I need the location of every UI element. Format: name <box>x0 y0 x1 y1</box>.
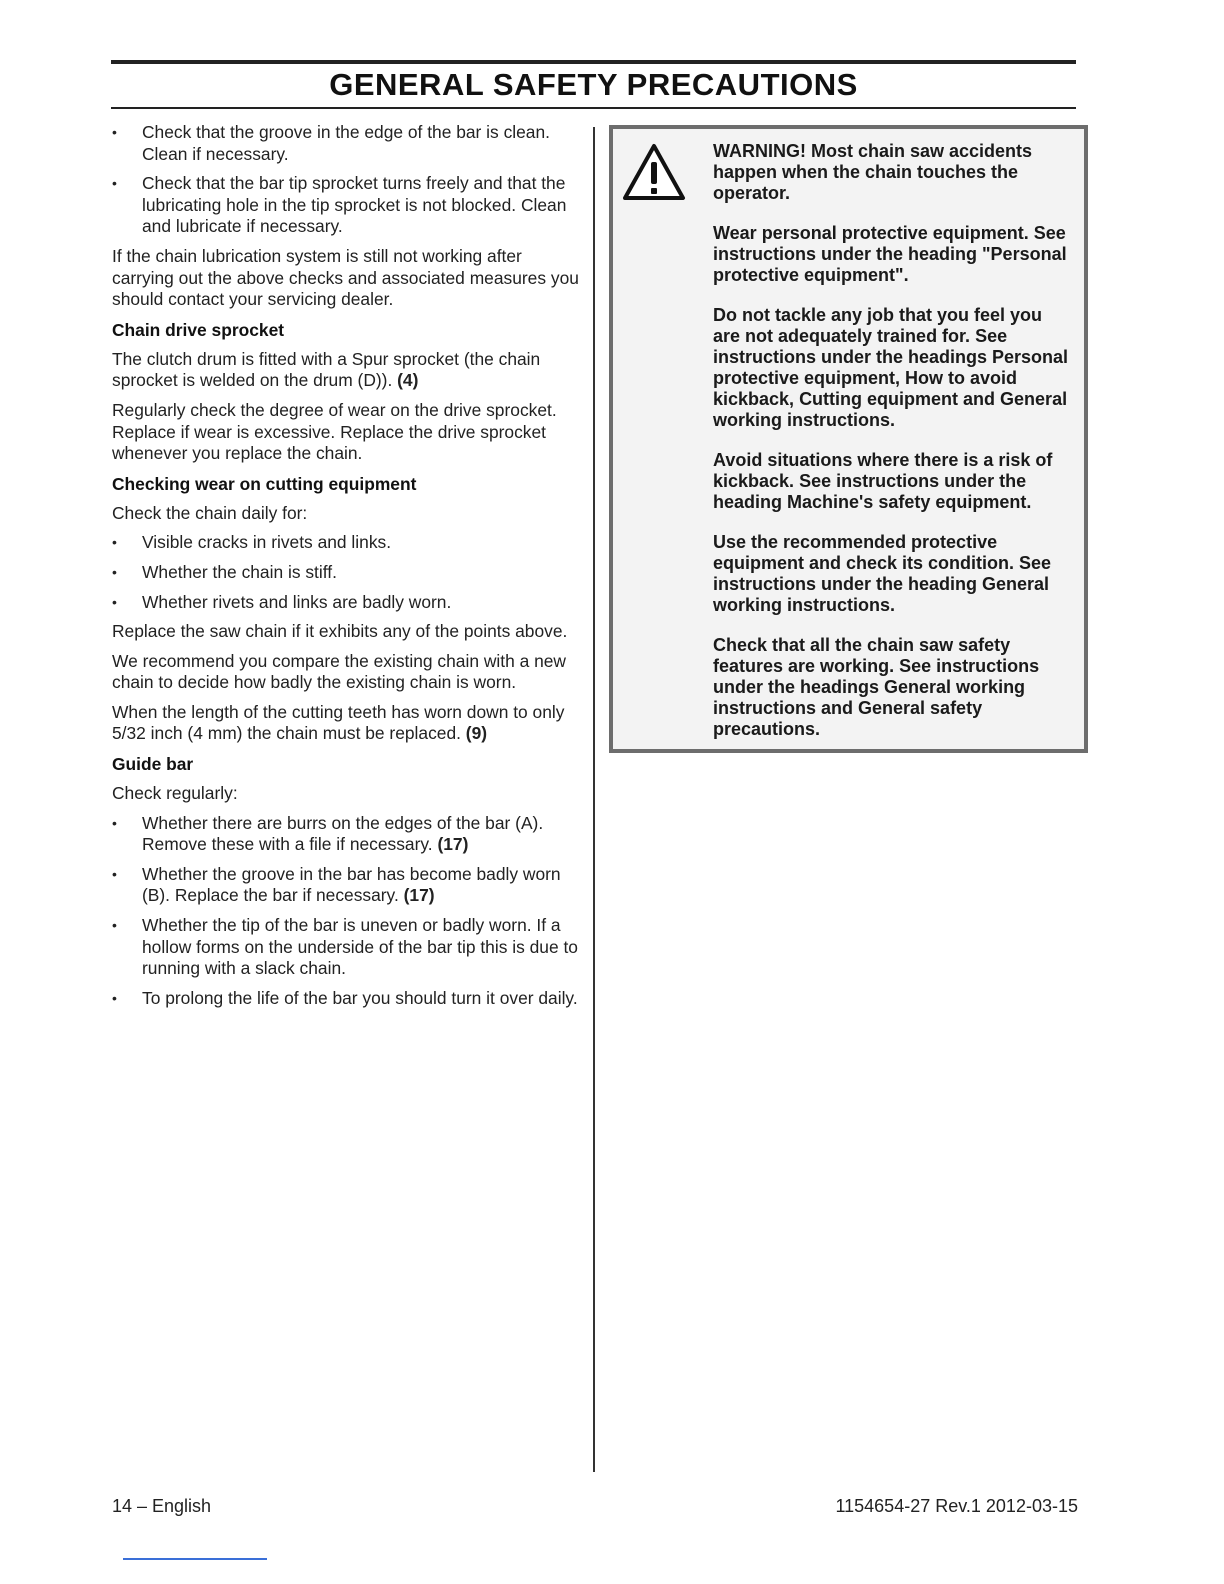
page-title: GENERAL SAFETY PRECAUTIONS <box>329 67 858 102</box>
section-heading-guide-bar: Guide bar <box>112 754 194 775</box>
list-item-text: Whether there are burrs on the edges of the bar (A). Remove these with a file if necessary. <box>142 812 544 855</box>
figure-ref: (4) <box>397 370 419 391</box>
wear-intro: Check the chain daily for: <box>112 502 308 523</box>
list-item: • Visible cracks in rivets and links. <box>112 532 580 554</box>
document-reference: 1154654-27 Rev.1 2012-03-15 <box>835 1496 1078 1516</box>
figure-ref: (9) <box>465 723 488 744</box>
scan-artifact-line <box>123 1558 267 1560</box>
sprocket-paragraph-2: Regularly check the degree of wear on the drive sprocket. Replace if wear is excessive. Replace the drive sprocket whenever you replace the chain. <box>112 399 557 464</box>
section-heading-wear: Checking wear on cutting equipment <box>112 473 417 494</box>
warning-box <box>609 125 1088 753</box>
left-column <box>112 122 580 1017</box>
warning-panel <box>613 129 1084 749</box>
top-rule <box>111 60 1076 64</box>
title-rule <box>111 107 1076 109</box>
column-divider <box>593 127 595 1472</box>
warning-paragraph: Wear personal protective equipment. See instructions under the heading "Personal protective equipment". <box>713 223 1067 285</box>
warning-paragraph: Do not tackle any job that you feel you are not adequately trained for. See instructions under the headings Personal protective equipment, How to avoid kickback, Cutting equipment and General working instructions. <box>713 305 1069 430</box>
warning-paragraph: WARNING! Most chain saw accidents happen when the chain touches the operator. <box>713 141 1033 203</box>
list-item: • Check that the groove in the edge of the bar is clean. Clean if necessary. <box>112 122 580 165</box>
wear-paragraph-2: Replace the saw chain if it exhibits any of the points above. <box>112 621 568 642</box>
list-item: • Whether the tip of the bar is uneven or badly worn. If a hollow forms on the underside of the bar tip this is due to running with a slack chain. <box>112 915 580 980</box>
warning-paragraph: Avoid situations where there is a risk of kickback. See instructions under the heading Machine's safety equipment. <box>713 450 1053 512</box>
list-item: • Check that the bar tip sprocket turns freely and that the lubricating hole in the tip sprocket is not blocked. Clean and lubricate if necessary. <box>112 173 580 238</box>
page-number: 14 – English <box>112 1496 212 1516</box>
wear-text: When the length of the cutting teeth has worn down to only 5/32 inch (4 mm) the chain must be replaced. <box>112 701 565 744</box>
sprocket-paragraph <box>112 349 580 392</box>
bar-check-list <box>112 122 580 238</box>
bar-intro: Check regularly: <box>112 783 238 804</box>
warning-paragraph: Check that all the chain saw safety features are working. See instructions under the headings General working instructions and General safety precautions. <box>713 635 1040 739</box>
list-item-text: Whether the groove in the bar has become badly worn (B). Replace the bar if necessary. <box>142 863 561 906</box>
figure-ref: (17) <box>437 834 469 855</box>
lubrication-paragraph: If the chain lubrication system is still not working after carrying out the above checks and associated measures you should contact your servicing dealer. <box>112 245 579 310</box>
wear-paragraph-3: We recommend you compare the existing chain with a new chain to decide how badly the existing chain is worn. <box>112 650 566 693</box>
wear-paragraph-4 <box>112 702 580 745</box>
warning-triangle-icon <box>622 143 686 201</box>
figure-ref: (17) <box>403 885 435 906</box>
list-item: • To prolong the life of the bar you should turn it over daily. <box>112 988 580 1010</box>
warning-text <box>713 141 1073 759</box>
sprocket-text: The clutch drum is fitted with a Spur sprocket (the chain sprocket is welded on the drum (D)). <box>112 348 541 391</box>
list-item: • Whether rivets and links are badly worn. <box>112 592 580 614</box>
section-heading-sprocket: Chain drive sprocket <box>112 319 285 340</box>
list-item <box>112 813 580 856</box>
list-item <box>112 864 580 907</box>
warning-paragraph: Use the recommended protective equipment and check its condition. See instructions under the heading General working instructions. <box>713 532 1052 615</box>
guide-bar-list <box>112 813 580 1010</box>
list-item: • Whether the chain is stiff. <box>112 562 580 584</box>
wear-check-list <box>112 532 580 613</box>
